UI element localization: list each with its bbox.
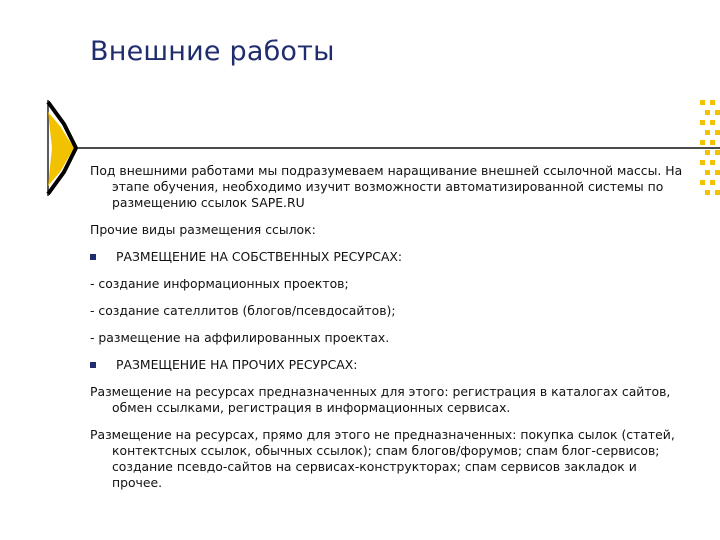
bullet-square-icon	[90, 254, 96, 260]
other-resources-paragraph: Размещение на ресурсах, прямо для этого не предназначенных: покупка сылок (статей, контектсных ссылок, обычных ссылок); спам блогов/форумов; спам блог-сервисов; создание псевдо-сайтов на сервисах-конструкторах; спам сервисов закладок и прочее.	[90, 427, 675, 490]
page-title: Внешние работы	[90, 36, 335, 67]
other-resources-heading: РАЗМЕЩЕНИЕ НА ПРОЧИХ РЕСУРСАХ:	[116, 357, 358, 372]
slide-body	[90, 163, 690, 502]
bullet-other-resources	[90, 357, 690, 373]
intro-paragraph: Под внешними работами мы подразумеваем наращивание внешней ссылочной массы. На этапе обучения, необходимо изучит возможности автоматизированной системы по размещению ссылок SAPE.RU	[90, 163, 683, 210]
list-item: - создание информационных проектов;	[90, 276, 349, 291]
list-item: - создание сателлитов (блогов/псевдосайтов);	[90, 303, 396, 318]
list-item: - размещение на аффилированных проектах.	[90, 330, 390, 345]
bullet-own-resources	[90, 249, 690, 265]
bullet-square-icon	[90, 362, 96, 368]
other-types-label: Прочие виды размещения ссылок:	[90, 222, 316, 237]
other-resources-paragraph: Размещение на ресурсах предназначенных для этого: регистрация в каталогах сайтов, обмен ссылками, регистрация в информационных сервисах.	[90, 384, 671, 415]
own-resources-heading: РАЗМЕЩЕНИЕ НА СОБСТВЕННЫХ РЕСУРСАХ:	[116, 249, 403, 264]
